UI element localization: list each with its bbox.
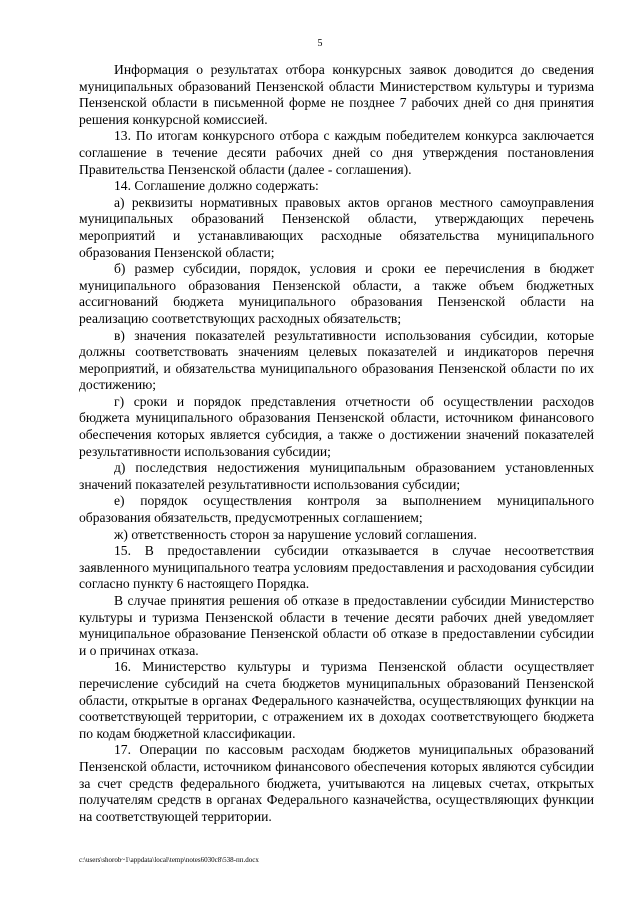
paragraph-14-agreement-contents: 14. Соглашение должно содержать: (114, 178, 319, 194)
paragraph-14g: г) сроки и порядок представления отчетности об осуществлении расходов бюджета муниципального образования Пензенской области, источником финансового обеспечения которых является субсидия, а также о достижении значений показателей результативности использования субсидии; (79, 393, 594, 459)
paragraph-14a: а) реквизиты нормативных правовых актов органов местного самоуправления муниципальных образований Пензенской области, утверждающих перечень мероприятий и устанавливающих расходные обязательства муниципального образования Пензенской области; (79, 194, 594, 260)
paragraph-13-agreement: 13. По итогам конкурсного отбора с каждым победителем конкурса заключается соглашение в течение десяти рабочих дней со дня утверждения постановления Правительства Пензенской области (далее - соглашения). (79, 128, 594, 177)
paragraph-14b: б) размер субсидии, порядок, условия и сроки ее перечисления в бюджет муниципального образования Пензенской области, а также объем бюджетных ассигнований бюджета муниципального образования Пензенской области на реализацию соответствующих расходных обязательств; (79, 261, 594, 326)
paragraph-14d: д) последствия недостижения муниципальным образованием установленных значений показателей результативности использования субсидии; (79, 460, 594, 492)
paragraph-14zh: ж) ответственность сторон за нарушение условий соглашения. (114, 526, 477, 542)
footer-file-path: c:\users\shorob~1\appdata\local\temp\notes6030c8\538-пп.docx (79, 856, 259, 864)
paragraph-14v: в) значения показателей результативности использования субсидии, которые должны соответствовать значениям целевых показателей и индикаторов перечня мероприятий, и обязательства муниципального образования Пензенской области по их достижению; (79, 327, 594, 393)
paragraph-15-refusal: 15. В предоставлении субсидии отказывается в случае несоответствия заявленного муниципального театра условиям предоставления и расходования субсидии согласно пункту 6 настоящего Порядка. (79, 543, 594, 592)
paragraph-contest-results-info: Информация о результатах отбора конкурсных заявок доводится до сведения муниципальных образований Пензенской области Министерством культуры и туризма Пензенской области в письменной форме не позднее 7 рабочих дней со дня принятия решения конкурсной комиссией. (79, 62, 594, 127)
document-body (79, 62, 594, 825)
paragraph-14e: е) порядок осуществления контроля за выполнением муниципального образования обязательств, предусмотренных соглашением; (79, 493, 594, 526)
paragraph-15-refusal-notice: В случае принятия решения об отказе в предоставлении субсидии Министерство культуры и туризма Пензенской области в течение десяти рабочих дней уведомляет муниципальное образование Пензенской области об отказе в предоставлении субсидии и о причинах отказа. (79, 593, 594, 658)
paragraph-17-operations: 17. Операции по кассовым расходам бюджетов муниципальных образований Пензенской области, источником финансового обеспечения которых являются субсидии за счет средств федерального бюджета, учитываются на лицевых счетах, открытых получателям средств в органах Федерального казначейства, осуществляющих функции на соответствующей территории. (79, 742, 594, 824)
paragraph-16-transfer: 16. Министерство культуры и туризма Пензенской области осуществляет перечисление субсидий на счета бюджетов муниципальных образований Пензенской области, открытые в органах Федерального казначейства, осуществляющих функции на соответствующей территории, с отражением их в доходах соответствующего бюджета по кодам бюджетной классификации. (79, 659, 594, 741)
page-number: 5 (317, 38, 323, 49)
